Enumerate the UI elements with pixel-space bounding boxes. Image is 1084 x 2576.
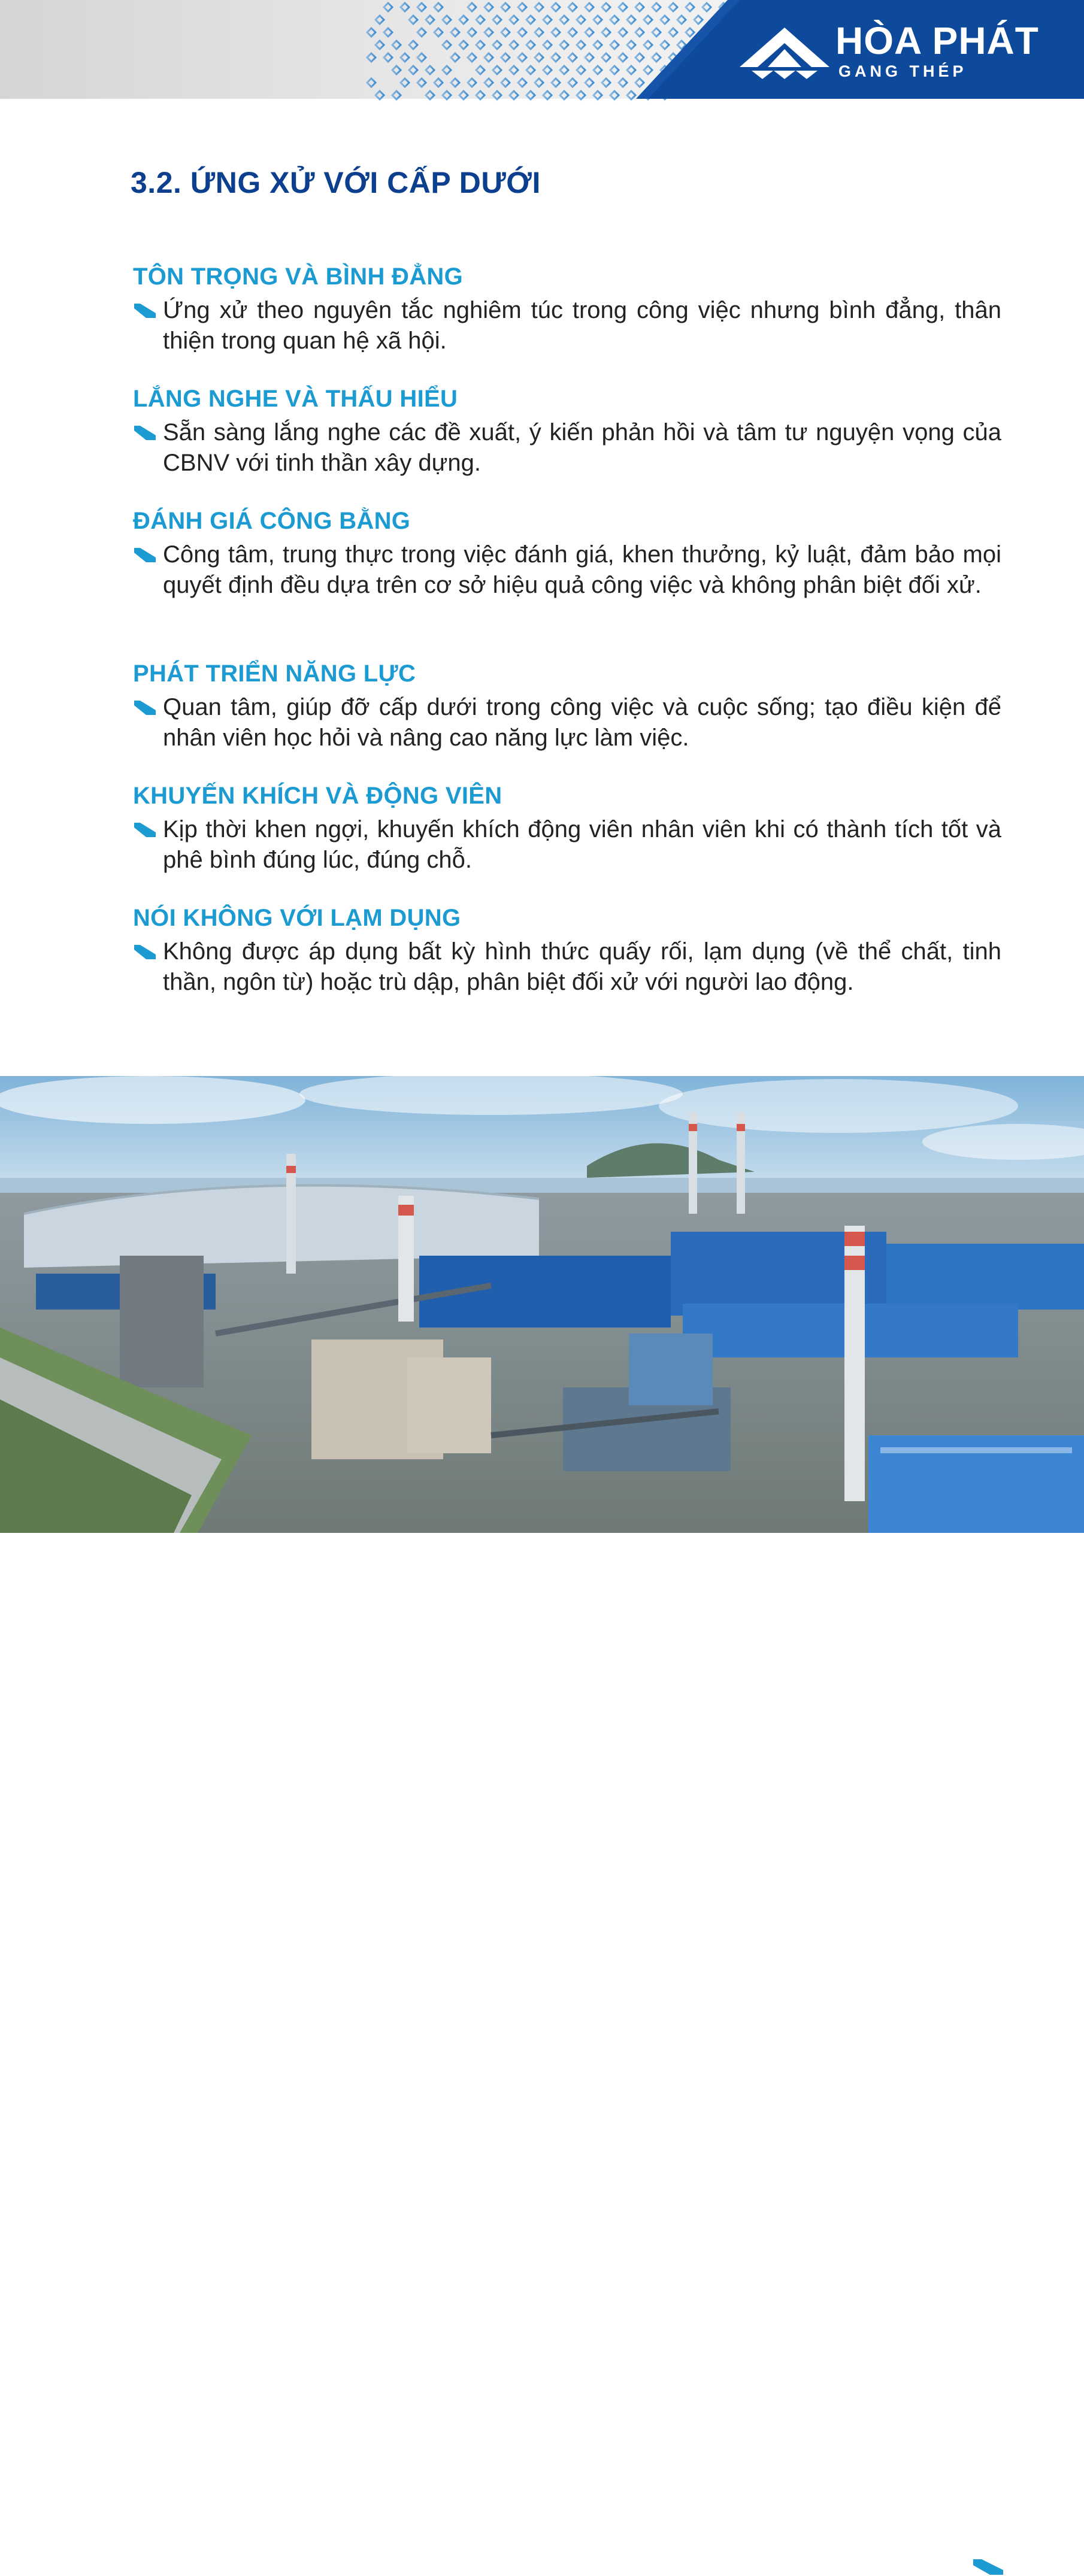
header-diamond (485, 3, 493, 11)
list-item (133, 814, 1001, 875)
header-diamond (627, 16, 635, 24)
header-diamond (526, 41, 535, 49)
page-number (967, 2554, 1039, 2576)
header-diamond (443, 16, 451, 24)
header-diamond (468, 28, 476, 37)
header-diamond (635, 78, 644, 87)
header-diamond (434, 3, 443, 11)
header-diamond (627, 91, 635, 99)
header-diamond (476, 41, 485, 49)
header-diamond (451, 78, 459, 87)
section-heading: LẮNG NGHE VÀ THẤU HIỂU (133, 386, 458, 412)
header-diamond (594, 66, 602, 74)
bullet-arrow-icon (134, 945, 156, 959)
header-diamond (426, 16, 434, 24)
header-diamond (560, 41, 568, 49)
header-diamond (602, 3, 610, 11)
header-diamond (669, 28, 677, 37)
header-diamond (661, 16, 669, 24)
list-item (133, 417, 1001, 478)
header-diamond (585, 28, 594, 37)
header-diamond (518, 78, 526, 87)
header-diamond (409, 16, 417, 24)
header-diamond (476, 16, 485, 24)
header-diamond (602, 28, 610, 37)
header-diamond (510, 66, 518, 74)
header-diamond (644, 16, 652, 24)
header-diamond (485, 28, 493, 37)
header-diamond (543, 16, 552, 24)
header-diamond (526, 16, 535, 24)
header-diamond (510, 41, 518, 49)
header-diamond (376, 16, 384, 24)
section-capability-development (133, 659, 1001, 753)
header-diamond (392, 41, 401, 49)
header-diamond (610, 16, 619, 24)
header-diamond (652, 53, 661, 62)
header-diamond (501, 3, 510, 11)
bullet-arrow-icon (134, 548, 156, 562)
header-diamond (518, 53, 526, 62)
header-diamond (585, 78, 594, 87)
header-diamond (568, 78, 577, 87)
section-text: Công tâm, trung thực trong việc đánh giá, khen thưởng, kỷ luật, đảm bảo mọi quyết định đều dựa trên cơ sở hiệu quả công việc và không phân biệt đối xử. (163, 541, 1001, 598)
header-diamond (451, 53, 459, 62)
header-diamond (476, 66, 485, 74)
header-diamond (560, 91, 568, 99)
header-diamond (577, 16, 585, 24)
header-diamond (459, 41, 468, 49)
bullet-arrow-icon (134, 823, 156, 837)
section-encouragement (133, 781, 1001, 875)
section-heading: KHUYẾN KHÍCH VÀ ĐỘNG VIÊN (133, 783, 502, 809)
header-diamond (610, 66, 619, 74)
header-diamond (535, 3, 543, 11)
header-diamond (451, 28, 459, 37)
logo-mark-icon (740, 25, 829, 79)
header-diamond (585, 3, 594, 11)
header-diamond (384, 28, 392, 37)
header-diamond (619, 78, 627, 87)
header-diamond (577, 66, 585, 74)
brand-logo[interactable] (740, 19, 1063, 85)
header-diamond (585, 53, 594, 62)
header-diamond (443, 66, 451, 74)
section-text: Không được áp dụng bất kỳ hình thức quấy rối, lạm dụng (về thể chất, tinh thần, ngôn từ) hoặc trù dập, phân biệt đối xử với người lao động. (163, 938, 1001, 995)
header-diamond (635, 28, 644, 37)
header-diamond (493, 91, 501, 99)
header-diamond (644, 66, 652, 74)
header-diamond (619, 3, 627, 11)
header-diamond (568, 53, 577, 62)
header-diamond (510, 16, 518, 24)
header-diamond (610, 41, 619, 49)
header-diamond (635, 53, 644, 62)
page-title: 3.2. ỨNG XỬ VỚI CẤP DƯỚI (131, 166, 541, 199)
header-diamond (392, 66, 401, 74)
header-diamond (485, 53, 493, 62)
header-diamond (401, 3, 409, 11)
header-diamond (468, 78, 476, 87)
header-diamond (510, 91, 518, 99)
header-diamond (518, 28, 526, 37)
header-diamond (602, 78, 610, 87)
header-diamond (476, 91, 485, 99)
header-diamond (459, 91, 468, 99)
header-diamond (434, 28, 443, 37)
header-diamond (619, 53, 627, 62)
header-diamond (619, 28, 627, 37)
header-diamond (367, 28, 376, 37)
list-item (133, 295, 1001, 356)
header-diamond (376, 41, 384, 49)
header-diamond (384, 53, 392, 62)
header-diamond (543, 66, 552, 74)
header-diamond (594, 16, 602, 24)
header-diamond (677, 16, 686, 24)
header-diamond (493, 41, 501, 49)
header-diamond (367, 53, 376, 62)
header-diamond (594, 91, 602, 99)
header-diamond (661, 41, 669, 49)
header-diamond (703, 3, 711, 11)
steel-plant-illustration (0, 1076, 1084, 1533)
header-diamond (426, 91, 434, 99)
header-diamond (535, 28, 543, 37)
header-diamond (543, 41, 552, 49)
header-diamond (468, 53, 476, 62)
header-diamond (501, 78, 510, 87)
brand-subtitle: GANG THÉP (838, 62, 967, 80)
header-diamond (417, 53, 426, 62)
header-diamond (401, 78, 409, 87)
header-diamond (535, 53, 543, 62)
header-diamond (526, 91, 535, 99)
steel-plant-photo (0, 1076, 1084, 2574)
section-text: Quan tâm, giúp đỡ cấp dưới trong công việc và cuộc sống; tạo điều kiện để nhân viên học hỏi và nâng cao năng lực làm việc. (163, 694, 1001, 751)
header-diamond (443, 41, 451, 49)
section-text: Ứng xử theo nguyên tắc nghiêm túc trong công việc nhưng bình đẳng, thân thiện trong quan hệ xã hội. (163, 297, 1001, 354)
header-diamond (409, 66, 417, 74)
header-diamond (552, 28, 560, 37)
section-text: Sẵn sàng lắng nghe các đề xuất, ý kiến phản hồi và tâm tư nguyện vọng của CBNV với tinh thần xây dựng. (163, 419, 1001, 476)
header-diamond (493, 66, 501, 74)
header-diamond (518, 3, 526, 11)
header-diamond (426, 66, 434, 74)
header-diamond (417, 3, 426, 11)
header-diamond (526, 66, 535, 74)
header-diamond (602, 53, 610, 62)
header-diamond (392, 91, 401, 99)
header-diamond (417, 28, 426, 37)
bullet-arrow-icon (134, 701, 156, 715)
header-diamond (594, 41, 602, 49)
header-diamond (409, 41, 417, 49)
header-diamond (552, 3, 560, 11)
header-diamond (560, 66, 568, 74)
section-heading: NÓI KHÔNG VỚI LẠM DỤNG (133, 905, 461, 931)
header-diamond (669, 3, 677, 11)
header-diamond (443, 91, 451, 99)
section-text: Kịp thời khen ngợi, khuyến khích động viên nhân viên khi có thành tích tốt và phê bình đúng lúc, đúng chỗ. (163, 816, 1001, 873)
header-diamond (577, 91, 585, 99)
section-listen-understand (133, 384, 1001, 478)
section-heading: ĐÁNH GIÁ CÔNG BẰNG (133, 508, 411, 534)
header-diamond (552, 78, 560, 87)
header-diamond (568, 28, 577, 37)
section-respect-equality (133, 262, 1001, 356)
header-diamond (635, 3, 644, 11)
header-diamond (501, 28, 510, 37)
header-diamond (401, 53, 409, 62)
header-diamond (417, 78, 426, 87)
bullet-arrow-icon (134, 304, 156, 318)
page-arrow-icon (973, 2559, 1003, 2575)
header-diamond (485, 78, 493, 87)
header-diamond (577, 41, 585, 49)
section-no-abuse (133, 903, 1001, 998)
header-diamond (459, 16, 468, 24)
header-diamond (568, 3, 577, 11)
header-diamond (434, 78, 443, 87)
header-diamond (493, 16, 501, 24)
header-diamond (560, 16, 568, 24)
header-diamond (644, 41, 652, 49)
list-item (133, 692, 1001, 753)
section-heading: TÔN TRỌNG VÀ BÌNH ĐẲNG (133, 263, 464, 290)
header-diamond (627, 66, 635, 74)
page-number-text: 07 (1009, 2554, 1030, 2574)
header-diamond (694, 16, 703, 24)
header-diamond (367, 78, 376, 87)
section-heading: PHÁT TRIỂN NĂNG LỰC (133, 660, 416, 687)
bullet-arrow-icon (134, 426, 156, 440)
header-diamond (376, 91, 384, 99)
header-diamond (384, 3, 392, 11)
header-diamond (535, 78, 543, 87)
header-diamond (610, 91, 619, 99)
header-diamond (652, 3, 661, 11)
header-diamond (627, 41, 635, 49)
header-diamond (686, 28, 694, 37)
header-diamond (501, 53, 510, 62)
header-diamond (652, 28, 661, 37)
section-fair-evaluation (133, 506, 1001, 601)
list-item (133, 540, 1001, 601)
header-diamond (543, 91, 552, 99)
header-diamond (686, 3, 694, 11)
header-band (0, 0, 1084, 99)
header-diamond (552, 53, 560, 62)
list-item (133, 937, 1001, 998)
brand-name: HÒA PHÁT (835, 19, 1039, 62)
header-diamond (468, 3, 476, 11)
